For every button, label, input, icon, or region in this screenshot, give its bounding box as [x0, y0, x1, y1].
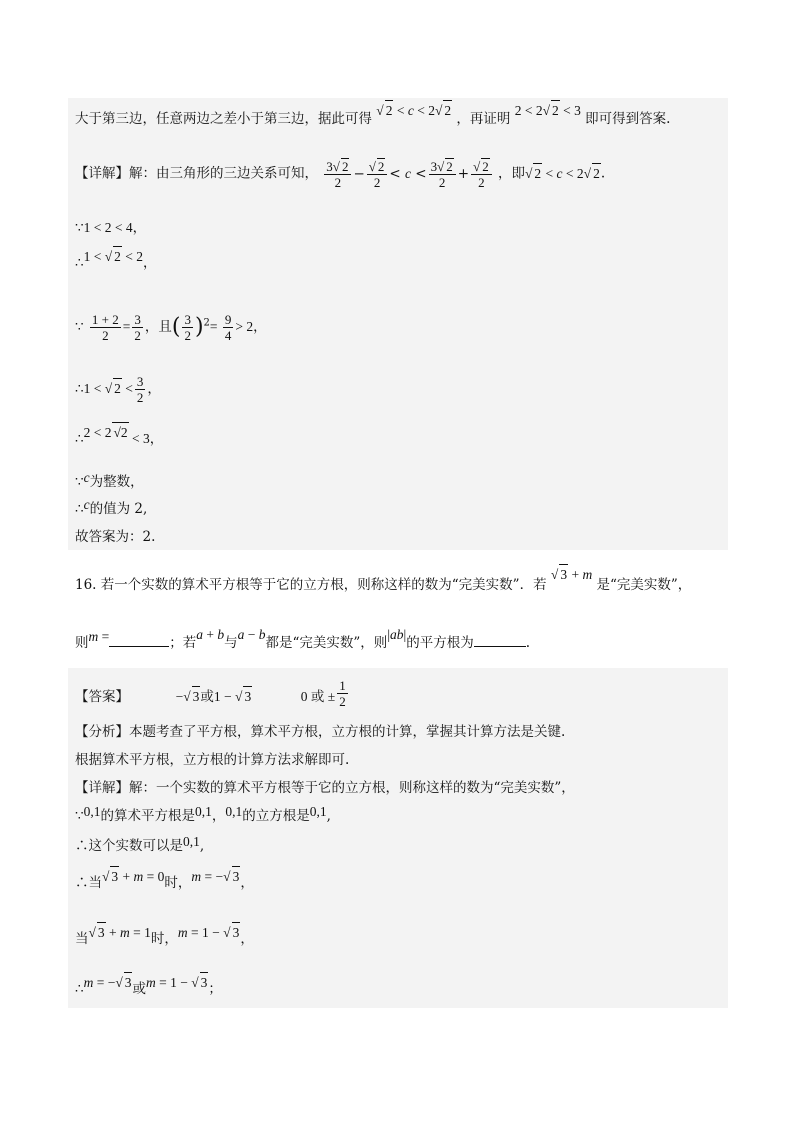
question-number: 16.	[75, 577, 97, 593]
text-segment: ；	[208, 981, 222, 997]
therefore-symbol: ∴	[75, 981, 84, 997]
text-segment: ,	[199, 838, 205, 854]
answer-detail-line-5: 当√ 3 + m = 1时，m = 1 − √ 3，	[75, 928, 254, 949]
math-text: 0,1	[183, 834, 200, 849]
question-text: 都是“完美实数”，则	[265, 635, 388, 651]
text-segment: ，	[240, 875, 254, 891]
question-text: .	[525, 635, 531, 651]
solution-line-7: ∴2 < 2 √2 < 3，	[75, 428, 163, 449]
solution-line-3	[75, 218, 146, 238]
math-text: 1 −	[213, 689, 236, 704]
question-text: 是“完美实数”，	[596, 577, 692, 593]
solution-detail-line	[75, 158, 605, 190]
question-16-line-1	[75, 567, 692, 595]
math-text: −	[175, 689, 184, 704]
math-text: 0,1	[83, 804, 101, 819]
analysis-line-2	[75, 750, 349, 770]
because-symbol: ∵	[75, 474, 84, 490]
math-expression: $\frac{3√ 2}{2}$ − $\frac{√ 2}{2}$ < c < $\frac{3√ 2}{2}$ + $\frac{√ 2}{2}$	[322, 166, 498, 182]
final-answer-text: 故答案为：2.	[75, 529, 156, 545]
answer-label: 【答案】	[75, 689, 129, 705]
therefore-symbol: ∴	[75, 381, 84, 397]
text-segment: 即可得到答案.	[585, 111, 671, 127]
because-symbol: ∵	[75, 808, 84, 824]
text-segment: ，	[240, 931, 254, 947]
answer-detail-line-2	[75, 806, 331, 826]
therefore-symbol: ∴	[75, 431, 84, 447]
answer-detail-line-6: ∴m = −√ 3或m = 1 − √ 3；	[75, 978, 222, 999]
math-text: 1 < 2 < 4，	[83, 220, 147, 235]
text-segment: 当	[88, 875, 102, 891]
text-segment: 这个实数可以是	[88, 838, 183, 854]
text-segment: ,	[326, 808, 331, 824]
math-inequality: √ 2 < c < 2√ 2	[376, 103, 452, 118]
text-segment: 时，	[150, 931, 178, 947]
question-text: 与	[224, 635, 238, 651]
text-segment: 的算术平方根是	[100, 808, 195, 824]
analysis-text: 根据算术平方根，立方根的计算方法求解即可.	[75, 752, 350, 768]
math-text: 2 < 2	[83, 425, 112, 440]
therefore-symbol: ∴	[75, 875, 89, 891]
detail-text: 解：一个实数的算术平方根等于它的立方根，则称这样的数为“完美实数”，	[129, 780, 575, 796]
question-16-line-2: 则m = ；若a + b与a − b都是“完美实数”，则|ab|的平方根为 .	[75, 627, 531, 651]
text-segment: 当	[75, 931, 89, 947]
question-text: 若一个实数的算术平方根等于它的立方根，则称这样的数为“完美实数”．若	[100, 577, 547, 593]
detail-label: 【详解】	[75, 780, 129, 796]
answer-blank-1[interactable]	[109, 634, 169, 647]
text-segment: 时，	[164, 875, 192, 891]
text-segment: 的值为 2,	[89, 501, 148, 517]
math-text: 0,1	[309, 804, 327, 819]
answer-detail-line-3	[75, 836, 204, 856]
text-segment: 的立方根是	[242, 808, 310, 824]
question-text: 的平方根为	[406, 635, 474, 651]
question-text: ；若	[169, 635, 197, 651]
text-segment: ，	[147, 381, 161, 397]
question-text: 则	[75, 635, 89, 651]
text-segment: 为整数，	[89, 474, 144, 490]
analysis-label: 【分析】	[75, 724, 129, 740]
text-segment: .	[600, 165, 606, 182]
math-text: 0 或 ±	[300, 689, 336, 704]
text-segment: 或	[200, 689, 214, 705]
math-text: 0,1	[194, 804, 212, 819]
text-segment: ，即	[498, 165, 525, 182]
answer-blank-2[interactable]	[474, 634, 526, 647]
math-expression: √ 3 + m	[551, 567, 592, 582]
answer-detail-line-4: ∴当√ 3 + m = 0时，m = −√ 3，	[75, 872, 254, 893]
solution-line-4	[75, 249, 157, 273]
variable-c: c	[83, 497, 90, 512]
solution-line-9	[75, 499, 147, 519]
math-inequality: √ 2 < c < 2√ 2	[525, 166, 601, 181]
detail-label: 【详解】	[75, 165, 129, 182]
answer-detail-line	[75, 778, 575, 798]
text-segment: ，	[211, 808, 226, 824]
text-segment: ，再证明	[456, 111, 511, 127]
text-segment: 解：由三角形的三边关系可知，	[129, 165, 318, 182]
math-text: < 3，	[128, 431, 164, 446]
math-inequality: 1 < √ 2 < 2	[84, 249, 143, 264]
text-segment: 大于第三边，任意两边之差小于第三边，据此可得	[75, 111, 372, 127]
because-symbol: ∵	[75, 220, 84, 236]
variable-c: c	[83, 470, 90, 485]
math-text: > 2，	[235, 319, 267, 334]
text-segment: ，	[143, 255, 157, 271]
solution-line-10	[75, 527, 155, 547]
solution-line-6: ∴1 < √ 2 < $\frac{3}{2}$ ，	[75, 374, 161, 405]
solution-line-8	[75, 472, 144, 492]
analysis-line	[75, 722, 565, 742]
therefore-symbol: ∴	[75, 501, 84, 517]
analysis-text: 本题考查了平方根，算术平方根，立方根的计算，掌握其计算方法是关键.	[129, 724, 566, 740]
text-segment: 或	[132, 981, 146, 997]
math-text: =	[209, 319, 221, 334]
because-symbol: ∵	[75, 319, 84, 335]
text-segment: ，且	[144, 319, 172, 335]
therefore-symbol: ∴	[75, 255, 84, 271]
math-inequality: 2 < 2√ 2 < 3	[515, 103, 581, 118]
math-text: 0,1	[225, 804, 243, 819]
solution-line-5: ∵ $\frac{1 + 2}{2}$ = $\frac{3}{2}$ ，且( $\frac{3}{2}$ )$^2$= $\frac{9}{4}$ > 2，	[75, 312, 267, 343]
solution-line-1	[75, 103, 671, 129]
answer-line: 【答案】 −√ 3或1 − √ 3 0 或 ± $\frac{1}{2}$	[75, 678, 346, 709]
therefore-symbol: ∴	[75, 838, 89, 854]
